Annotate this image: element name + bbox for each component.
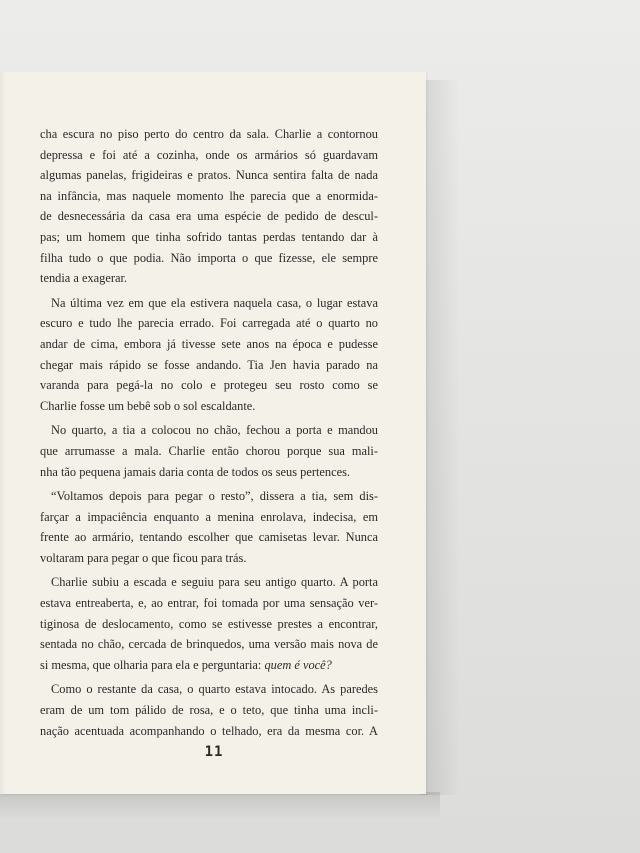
text-line: algumas panelas, frigideiras e pratos. Nunca sentira falta de nada xyxy=(40,168,378,183)
page-gutter-shade xyxy=(0,72,6,794)
text-line: farçar a impaciência enquanto a menina enrolava, indecisa, em xyxy=(40,509,378,524)
text-line: No quarto, a tia a colocou no chão, fechou a porta e mandou xyxy=(51,423,378,438)
text-line: que arrumasse a mala. Charlie então chorou porque sua mali- xyxy=(40,443,378,458)
text-line: sentada no chão, cercada de brinquedos, uma versão mais nova de xyxy=(40,637,378,652)
text-line: si mesma, que olharia para ela e perguntaria: quem é você? xyxy=(40,657,332,672)
text-line: voltaram para pegar o que ficou para trás. xyxy=(40,550,247,565)
text-line: cha escura no piso perto do centro da sala. Charlie a contornou xyxy=(40,127,378,141)
text-line: “Voltamos depois para pegar o resto”, dissera a tia, sem dis- xyxy=(51,489,378,504)
page-number: 11 xyxy=(204,744,224,760)
text-line: escuro e tudo lhe parecia errado. Foi carregada até o quarto no xyxy=(40,316,378,331)
text-line: eram de um tom pálido de rosa, e o teto, que tinha uma incli- xyxy=(40,703,378,718)
paragraph xyxy=(40,293,378,417)
text-line: Como o restante da casa, o quarto estava intocado. As paredes xyxy=(51,682,378,697)
text-line: nha tão pequena jamais daria conta de todos os seus pertences. xyxy=(40,464,351,479)
text-line: tiginosa de deslocamento, como se estivesse prestes a encontrar, xyxy=(40,616,378,631)
text-line: frente ao armário, tentando escolher que camisetas levar. Nunca xyxy=(40,530,378,545)
text-line: nação acentuada acompanhando o telhado, era da mesma cor. A xyxy=(40,723,378,738)
paragraph xyxy=(40,572,378,675)
text-line: andar de cima, embora já tivesse sete anos na época e pudesse xyxy=(40,336,378,351)
page-bottom-shadow xyxy=(0,792,440,820)
text-line: depressa e foi até a cozinha, onde os armários só guardavam xyxy=(40,147,378,162)
text-line: na infância, mas naquele momento lhe parecia que a enormida- xyxy=(40,188,378,203)
book-page xyxy=(0,72,426,794)
text-line: varanda para pegá-la no colo e protegeu seu rosto como se xyxy=(40,378,378,393)
body-text xyxy=(40,124,378,745)
text-line: tendia a exagerar. xyxy=(40,271,128,286)
text-line: Na última vez em que ela estivera naquela casa, o lugar estava xyxy=(51,295,378,310)
text-line: pas; um homem que tinha sofrido tantas perdas tentando dar à xyxy=(40,229,378,244)
paragraph xyxy=(40,124,378,289)
text-line: de desnecessária da casa era uma espécie de pedido de descul- xyxy=(40,209,378,224)
italic-phrase: quem é você? xyxy=(264,657,332,672)
text-line: filha tudo o que podia. Não importa o que fizesse, ele sempre xyxy=(40,250,378,265)
text-line: Charlie subiu a escada e seguiu para seu antigo quarto. A porta xyxy=(51,575,378,590)
paragraph xyxy=(40,420,378,482)
paragraph xyxy=(40,486,378,568)
text-line: estava entreaberta, e, ao entrar, foi tomada por uma sensação ver- xyxy=(40,596,378,611)
text-line: Charlie fosse um bebê sob o sol escaldante. xyxy=(40,398,256,413)
paragraph xyxy=(40,679,378,741)
page-shadow xyxy=(420,80,460,795)
text-line: chegar mais rápido se fosse andando. Tia Jen havia parado na xyxy=(40,357,378,372)
